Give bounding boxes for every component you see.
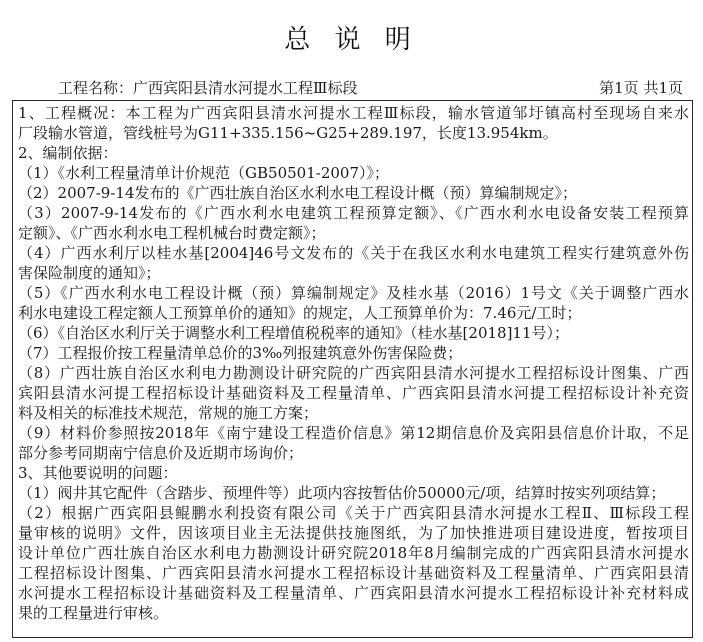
document-header — [0, 78, 703, 98]
list-item: （1）《水利工程量清单计价规范（GB50501-2007）》； — [18, 164, 390, 182]
list-item: （5）《广西水利水电工程设计概（预）算编制规定》及桂水基（2016）1号文《关于调整广西水 — [18, 284, 689, 302]
text-line: 工程招标设计图集、广西宾阳县清水河提水工程招标设计基础资料及工程量清单、广西宾阳县清 — [18, 564, 689, 582]
text-line: 宾阳县清水河提工程招标设计基础资料及工程量清单、广西宾阳县清水河提工程招标设计补充资 — [18, 384, 689, 402]
list-item: （1）阀井其它配件（含踏步、预埋件等）此项内容按暂估价50000元/项，结算时按实列项结算； — [18, 484, 666, 502]
description-box — [12, 100, 693, 638]
text-line: 害保险制度的通知》； — [18, 264, 161, 282]
text-line: 果的工程量进行审核。 — [18, 604, 169, 622]
list-item: （6）《自治区水利厅关于调整水利工程增值税税率的通知》（桂水基[2018]11号）； — [18, 324, 570, 342]
text-line: 厂段输水管道，管线桩号为G11+335.156~G25+289.197，长度13.954km。 — [18, 124, 558, 142]
project-name: 广西宾阳县清水河提水工程Ⅲ标段 — [133, 79, 358, 97]
list-item: （8）广西壮族自治区水利电力勘测设计研究院的广西宾阳县清水河提水工程招标设计图集、广西 — [18, 364, 689, 382]
section-heading-basis: 2、编制依据： — [18, 144, 118, 162]
list-item: （2）根据广西宾阳县鲲鹏水利投资有限公司《关于广西宾阳县清水河提水工程Ⅱ、Ⅲ标段工程 — [18, 504, 689, 522]
list-item: （9）材料价参照按2018年《南宁建设工程造价信息》第12期信息价及宾阳县信息价计取，不足 — [18, 424, 689, 442]
text-line: 设计单位广西壮族自治区水利电力勘测设计研究院2018年8月编制完成的广西宾阳县清水河提水 — [18, 544, 689, 562]
text-line: 量审核的说明》文件，因该项目业主无法提供技施图纸，为了加快推进项目建设进度，暂按项目 — [18, 524, 689, 542]
list-item: （7）工程报价按工程量清单总价的3‰列报建筑意外伤害保险费； — [18, 344, 463, 362]
list-item: （2）2007-9-14发布的《广西壮族自治区水利水电工程设计概（预）算编制规定》； — [18, 184, 577, 202]
text-line: 部分参考同期南宁信息价及近期市场询价； — [18, 444, 304, 462]
text-line: 水河提水工程招标设计基础资料及工程量清单、广西宾阳县清水河提水工程招标设计补充材料成 — [18, 584, 689, 602]
text-line: 料及相关的标准技术规范，常规的施工方案； — [18, 404, 319, 422]
document-title: 总 说 明 — [284, 25, 419, 55]
project-name-line — [58, 78, 357, 98]
section-heading-overview-line: 1、工程概况：本工程为广西宾阳县清水河提水工程Ⅲ标段，输水管道邹圩镇高村至现场自来水 — [18, 104, 689, 122]
section-heading-other: 3、其他要说明的问题： — [18, 464, 178, 482]
project-label: 工程名称： — [58, 79, 134, 97]
list-item: （4）广西水利厅以桂水基[2004]46号文发布的《关于在我区水利水电建筑工程实行建筑意外伤 — [18, 244, 689, 262]
page-info: 第1页 共1页 — [599, 79, 683, 97]
text-line: 定额》、《广西水利水电工程机械台时费定额》； — [18, 224, 326, 242]
list-item: （3）2007-9-14发布的《广西水利水电建筑工程预算定额》、《广西水利水电设备安装工程预算 — [18, 204, 689, 222]
text-line: 利水电建设工程定额人工预算单价的通知》的规定，人工预算单价为：7.46元/工时； — [18, 304, 582, 322]
